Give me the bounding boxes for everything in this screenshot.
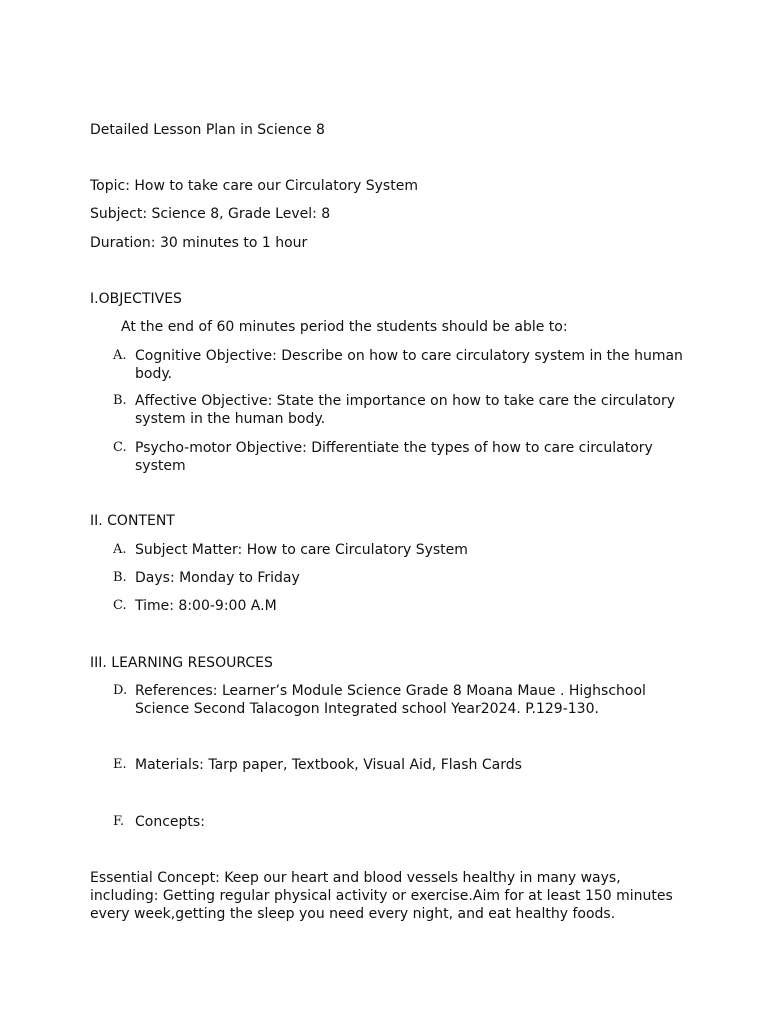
- list-marker: A.: [113, 542, 127, 557]
- list-marker: B.: [113, 393, 127, 408]
- list-marker: C.: [113, 440, 127, 455]
- content-text: Time: 8:00-9:00 A.M: [135, 598, 277, 614]
- resource-text: References: Learner’s Module Science Grade 8 Moana Maue . Highschool Science Second Talacogon Integrated school Year2024. P.129-130.: [135, 683, 646, 717]
- list-marker: F.: [113, 814, 125, 829]
- document-title: Detailed Lesson Plan in Science 8: [90, 122, 325, 138]
- list-marker: D.: [113, 683, 128, 698]
- content-heading: II. CONTENT: [90, 513, 175, 529]
- resource-item: [113, 682, 693, 718]
- list-marker: B.: [113, 570, 127, 585]
- content-text: Subject Matter: How to care Circulatory System: [135, 542, 468, 558]
- objectives-intro: At the end of 60 minutes period the students should be able to:: [121, 319, 568, 335]
- list-marker: C.: [113, 598, 127, 613]
- resource-text: Materials: Tarp paper, Textbook, Visual Aid, Flash Cards: [135, 757, 522, 773]
- content-item: [113, 541, 693, 559]
- topic-line: Topic: How to take care our Circulatory System: [90, 178, 418, 194]
- objective-text: Affective Objective: State the importance on how to take care the circulatory system in the human body.: [135, 393, 676, 427]
- objective-item: [113, 439, 693, 475]
- duration-line: Duration: 30 minutes to 1 hour: [90, 235, 308, 251]
- objective-text: Psycho-motor Objective: Differentiate the types of how to care circulatory system: [135, 440, 653, 474]
- objective-item: [113, 392, 693, 428]
- subject-line: Subject: Science 8, Grade Level: 8: [90, 206, 331, 222]
- objectives-heading: I.OBJECTIVES: [90, 291, 182, 307]
- list-marker: A.: [113, 348, 127, 363]
- list-marker: E.: [113, 757, 127, 772]
- content-text: Days: Monday to Friday: [135, 570, 300, 586]
- objective-text: Cognitive Objective: Describe on how to care circulatory system in the human body.: [135, 348, 683, 382]
- resources-heading: III. LEARNING RESOURCES: [90, 655, 273, 671]
- content-item: [113, 597, 693, 615]
- resource-text: Concepts:: [135, 814, 205, 830]
- essential-concept: Essential Concept: Keep our heart and blood vessels healthy in many ways, including: Getting regular physical activity or exercise.Aim for at least 150 minutes every week,getting the sleep you need every night, and eat healthy foods.: [90, 870, 673, 922]
- content-item: [113, 569, 693, 587]
- objective-item: [113, 347, 693, 383]
- resource-item: [113, 756, 693, 774]
- resource-item: [113, 813, 693, 831]
